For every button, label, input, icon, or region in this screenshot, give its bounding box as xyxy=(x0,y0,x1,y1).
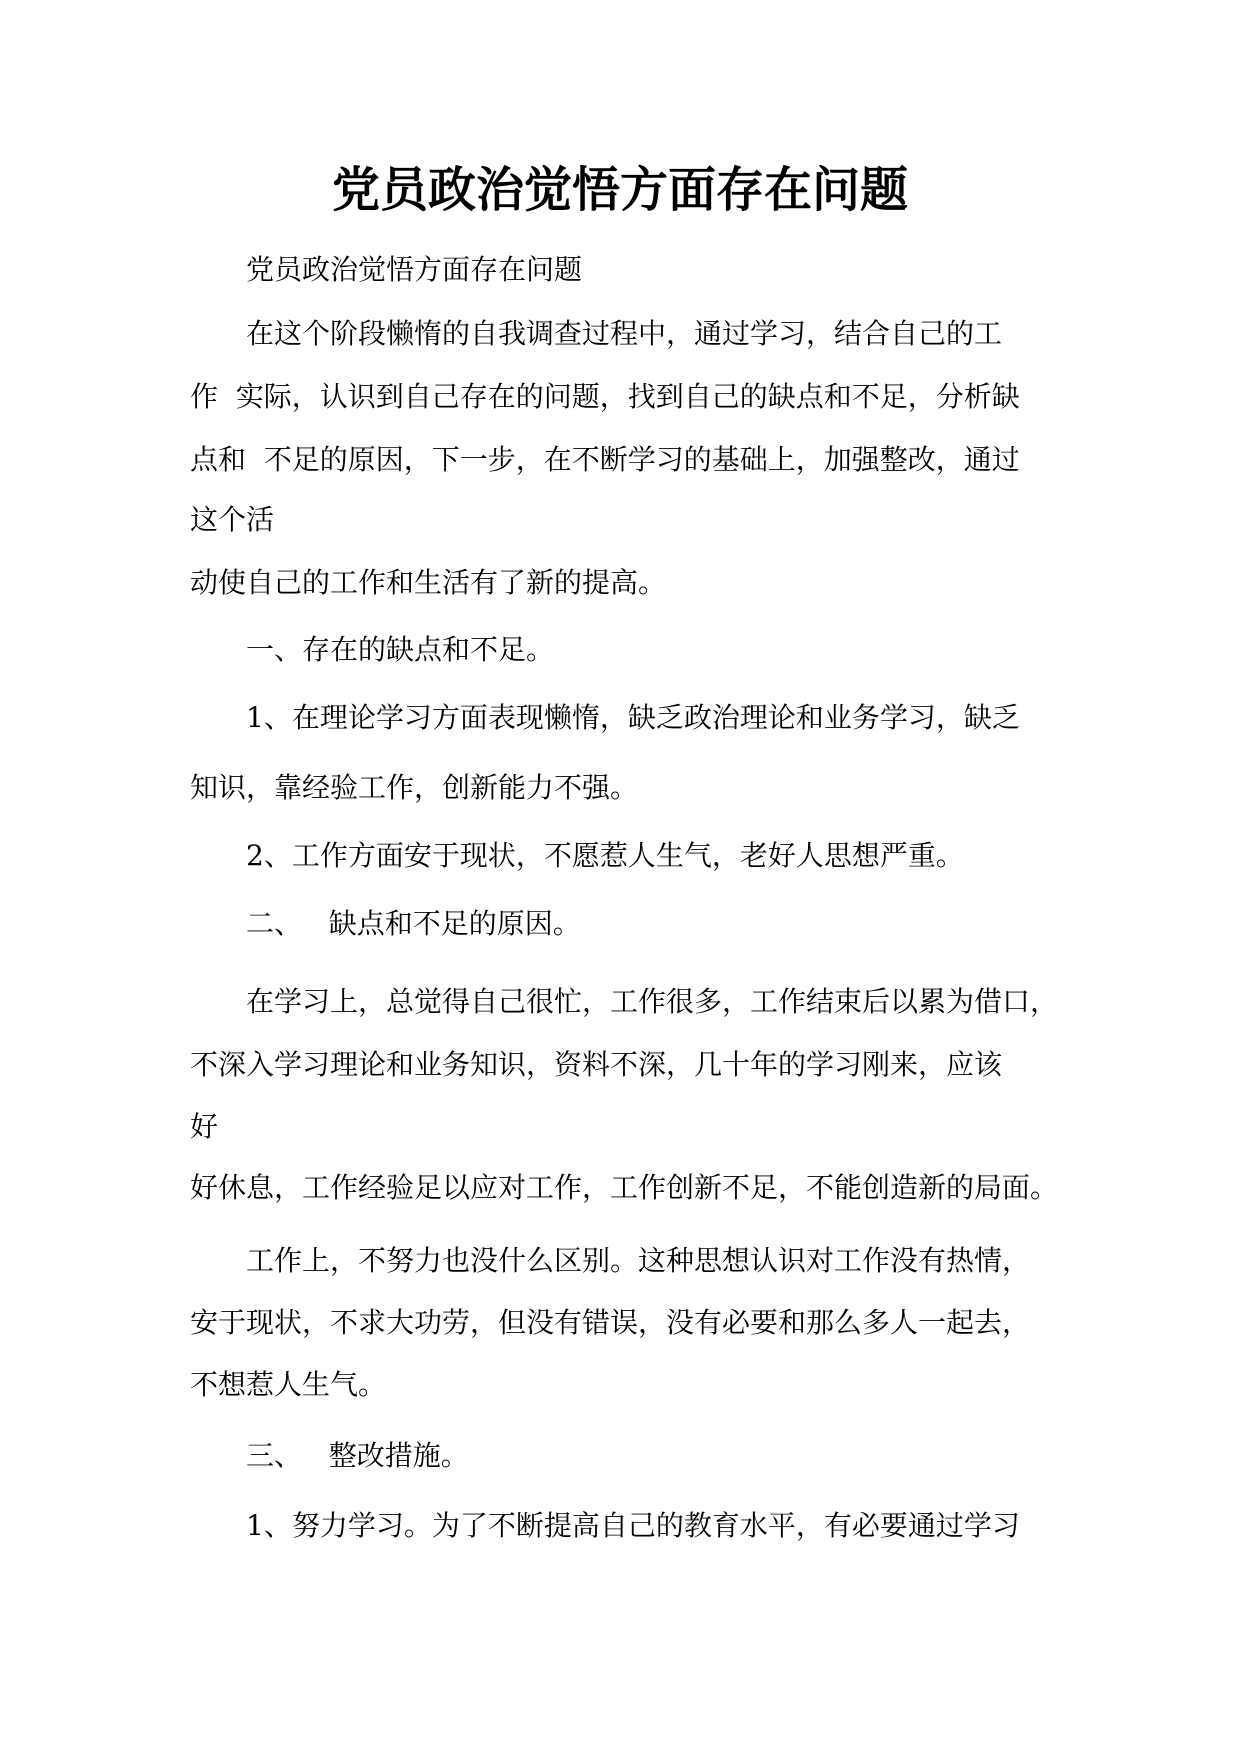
paragraph-line: 好 xyxy=(190,1110,219,1143)
paragraph-line: 在学习上，总觉得自己很忙，工作很多，工作结束后以累为借口， xyxy=(246,985,1059,1018)
paragraph-line: 不深入学习理论和业务知识，资料不深，几十年的学习刚来，应该 xyxy=(190,1048,1003,1081)
document-title: 党员政治觉悟方面存在问题 xyxy=(331,162,908,218)
paragraph-line: 工作上，不努力也没什么区别。这种思想认识对工作没有热情， xyxy=(246,1244,1031,1277)
section-heading: 三、 整改措施。 xyxy=(246,1439,469,1472)
section-heading: 二、 缺点和不足的原因。 xyxy=(246,907,581,940)
paragraph-line: 点和 不足的原因，下一步，在不断学习的基础上，加强整改，通过 xyxy=(190,443,1020,476)
paragraph-line: 好休息，工作经验足以应对工作，工作创新不足，不能创造新的局面。 xyxy=(190,1171,1059,1204)
paragraph-line: 这个活 xyxy=(190,503,275,536)
paragraph-line: 知识，靠经验工作，创新能力不强。 xyxy=(190,771,639,804)
subtitle-line: 党员政治觉悟方面存在问题 xyxy=(246,253,583,286)
paragraph-line: 不想惹人生气。 xyxy=(190,1368,387,1401)
paragraph-line: 动使自己的工作和生活有了新的提高。 xyxy=(190,566,667,599)
paragraph-line: 安于现状，不求大功劳，但没有错误，没有必要和那么多人一起去， xyxy=(190,1306,1031,1339)
paragraph-line: 1、努力学习。为了不断提高自己的教育水平，有必要通过学习 xyxy=(246,1509,1020,1542)
paragraph-line: 在这个阶段懒惰的自我调查过程中，通过学习，结合自己的工 xyxy=(246,317,1003,350)
paragraph-line: 1、在理论学习方面表现懒惰，缺乏政治理论和业务学习，缺乏 xyxy=(246,701,1020,734)
paragraph-line: 作 实际，认识到自己存在的问题，找到自己的缺点和不足，分析缺 xyxy=(190,380,1020,413)
paragraph-line: 2、工作方面安于现状，不愿惹人生气，老好人思想严重。 xyxy=(246,839,964,872)
section-heading: 一、存在的缺点和不足。 xyxy=(246,633,555,666)
